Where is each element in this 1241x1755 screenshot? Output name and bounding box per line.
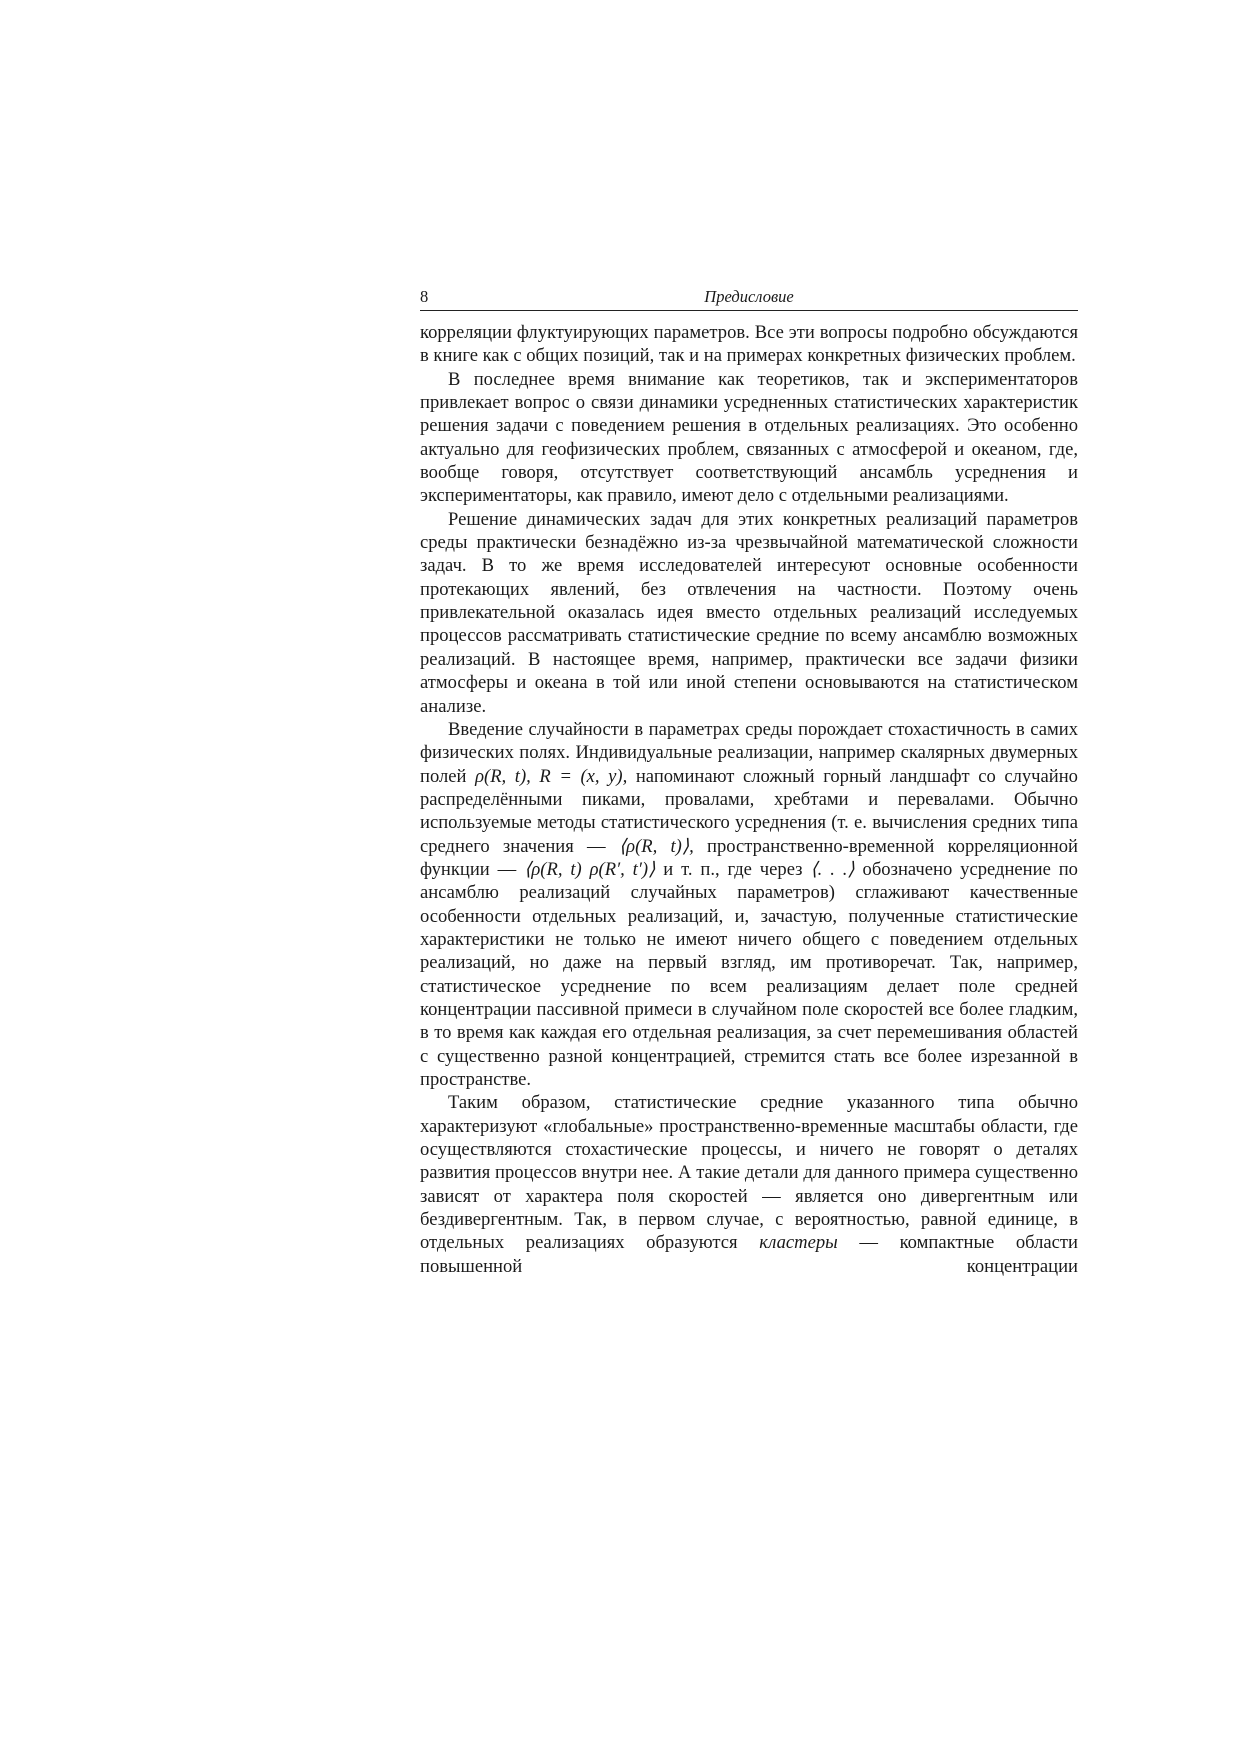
- paragraph-2: В последнее время внимание как теоретиков, так и экспериментаторов привлекает вопрос о связи динамики усредненных статистических характеристик решения задачи с поведением решения в отдельных реализациях. Это особенно актуально для геофизических проблем, связанных с атмосферой и океаном, где, вообще говоря, отсутствует соответствующий ансамбль усреднения и экспериментаторы, как правило, имеют дело с отдельными реализациями.: [420, 368, 1078, 507]
- paragraph-5: [420, 1091, 1078, 1278]
- running-head: [420, 286, 1078, 311]
- p4-text-c: пространственно-временной корреляционной функции —: [420, 835, 1078, 880]
- p5-text-b: — компактные области повышенной концентрации: [420, 1232, 1078, 1277]
- page-number: 8: [420, 287, 429, 306]
- p4-text-a: Введение случайности в параметрах среды порождает стохастичность в самих физических полях. Индивидуальные реализации, например скалярных двумерных полей: [420, 718, 1078, 787]
- paragraph-1: корреляции флуктуирующих параметров. Все эти вопросы подробно обсуждаются в книге как с общих позиций, так и на примерах конкретных физических проблем.: [420, 322, 1078, 367]
- p5-text-a: Таким образом, статистические средние указанного типа обычно характеризуют «глобальные» пространственно-временные масштабы области, где осуществляются стохастические процессы, и ничего не говорят о деталях развития процессов внутри нее. А такие детали для данного примера существенно зависят от характера поля скоростей — является оно дивергентным или бездивергентным. Так, в первом случае, с вероятностью, равной единице, в отдельных реализациях образуются: [420, 1092, 1078, 1254]
- running-title: Предисловие: [704, 287, 794, 306]
- body-text: [420, 321, 1078, 1278]
- p4-text-b: напоминают сложный горный ландшафт со случайно распределёнными пиками, провалами, хребтами и перевалами. Обычно используемые методы статистического усреднения (т. е. вычисления средних типа среднего значения —: [420, 765, 1078, 857]
- p4-text-d: и т. п., где через: [663, 858, 803, 880]
- term-clusters: кластеры: [759, 1232, 838, 1254]
- formula-field-definition: ρ(R, t), R = (x, y),: [475, 765, 628, 787]
- book-page: [420, 286, 1078, 1278]
- formula-correlation-function: ⟨ρ(R, t) ρ(R′, t′)⟩: [524, 858, 656, 880]
- formula-mean-value: ⟨ρ(R, t)⟩,: [618, 835, 694, 857]
- formula-ensemble-average: ⟨. . .⟩: [810, 858, 855, 880]
- paragraph-3: Решение динамических задач для этих конкретных реализаций параметров среды практически безнадёжно из-за чрезвычайной математической сложности задач. В то же время исследователей интересуют основные особенности протекающих явлений, без отвлечения на частности. Поэтому очень привлекательной оказалась идея вместо отдельных реализаций исследуемых процессов рассматривать статистические средние по всему ансамблю возможных реализаций. В настоящее время, например, практически все задачи физики атмосферы и океана в той или иной степени основываются на статистическом анализе.: [420, 508, 1078, 717]
- paragraph-4: [420, 718, 1078, 1092]
- p4-text-e: обозначено усреднение по ансамблю реализаций случайных параметров) сглаживают качественные особенности отдельных реализаций, и, зачастую, полученные статистические характеристики не только не имеют ничего общего с поведением отдельных реализаций, но даже на первый взгляд, им противоречат. Так, например, статистическое усреднение по всем реализациям делает поле средней концентрации пассивной примеси в случайном поле скоростей все более гладким, в то время как каждая его отдельная реализация, за счет перемешивания областей с существенно разной концентрацией, стремится стать все более изрезанной в пространстве.: [420, 858, 1078, 1090]
